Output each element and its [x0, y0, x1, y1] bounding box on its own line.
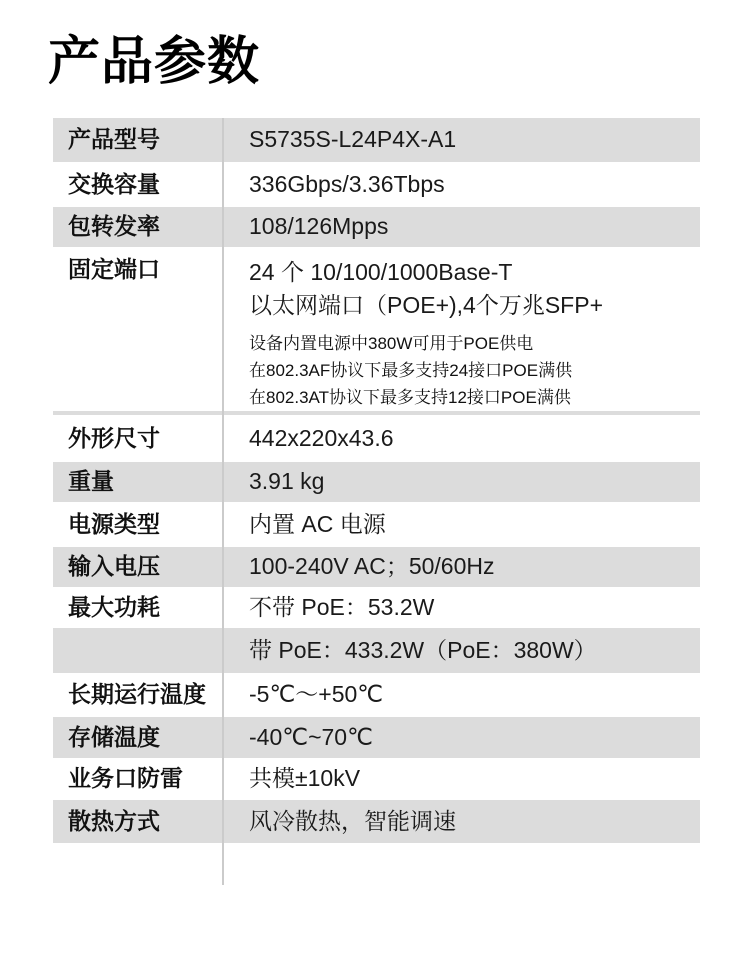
- spec-label: 交换容量: [68, 170, 160, 197]
- spec-value: 不带 PoE：53.2W: [249, 593, 435, 620]
- spec-label: 外形尺寸: [68, 424, 160, 451]
- spec-label: 电源类型: [68, 510, 160, 537]
- table-row: [53, 118, 700, 162]
- spec-label: 最大功耗: [68, 593, 160, 620]
- spec-value: 336Gbps/3.36Tbps: [249, 170, 445, 197]
- spec-notes: [249, 330, 700, 411]
- spec-label: 散热方式: [68, 807, 160, 834]
- spec-label: 包转发率: [68, 213, 160, 240]
- spec-label: 重量: [68, 468, 114, 495]
- spec-label: 长期运行温度: [68, 681, 206, 708]
- table-row: [53, 758, 700, 800]
- spec-table: [53, 118, 700, 843]
- table-row: [53, 800, 700, 843]
- table-row: [53, 415, 700, 462]
- spec-value: 带 PoE：433.2W（PoE：380W）: [249, 636, 597, 663]
- spec-rows: [53, 118, 700, 843]
- spec-value: -5℃～+50℃: [249, 681, 384, 708]
- spec-value: 442x220x43.6: [249, 424, 394, 451]
- spec-note-line: 设备内置电源中380W可用于POE供电: [249, 334, 534, 353]
- spec-value-line: 24 个 10/100/1000Base-T: [249, 259, 513, 285]
- page-title: 产品参数: [48, 33, 261, 91]
- table-row: [53, 207, 700, 247]
- spec-value: 共模±10kV: [249, 765, 361, 792]
- spec-value: 108/126Mpps: [249, 213, 389, 240]
- column-divider-line: [222, 118, 224, 885]
- spec-value: [222, 256, 700, 411]
- spec-note-line: 在802.3AF协议下最多支持24接口POE满供: [249, 361, 573, 380]
- table-row: [53, 673, 700, 717]
- spec-value: -40℃~70℃: [249, 723, 373, 750]
- table-row: [53, 162, 700, 207]
- spec-label: 存储温度: [68, 723, 160, 750]
- spec-value: 100-240V AC；50/60Hz: [249, 553, 495, 580]
- spec-value-line: 以太网端口（POE+),4个万兆SFP+: [249, 292, 604, 318]
- spec-label: 产品型号: [68, 126, 160, 153]
- spec-label: 固定端口: [68, 256, 160, 282]
- table-row: [53, 247, 700, 411]
- spec-value: 内置 AC 电源: [249, 510, 386, 537]
- table-row: [53, 717, 700, 758]
- spec-label: 输入电压: [68, 553, 160, 580]
- spec-value: 3.91 kg: [249, 468, 325, 495]
- spec-label: 业务口防雷: [68, 765, 183, 792]
- spec-value: 风冷散热，智能调速: [249, 807, 456, 834]
- spec-value: S5735S-L24P4X-A1: [249, 126, 457, 153]
- table-row: [53, 502, 700, 547]
- spec-note-line: 在802.3AT协议下最多支持12接口POE满供: [249, 388, 571, 407]
- table-row: [53, 628, 700, 673]
- table-row: [53, 462, 700, 502]
- table-row: [53, 547, 700, 587]
- table-row: [53, 587, 700, 628]
